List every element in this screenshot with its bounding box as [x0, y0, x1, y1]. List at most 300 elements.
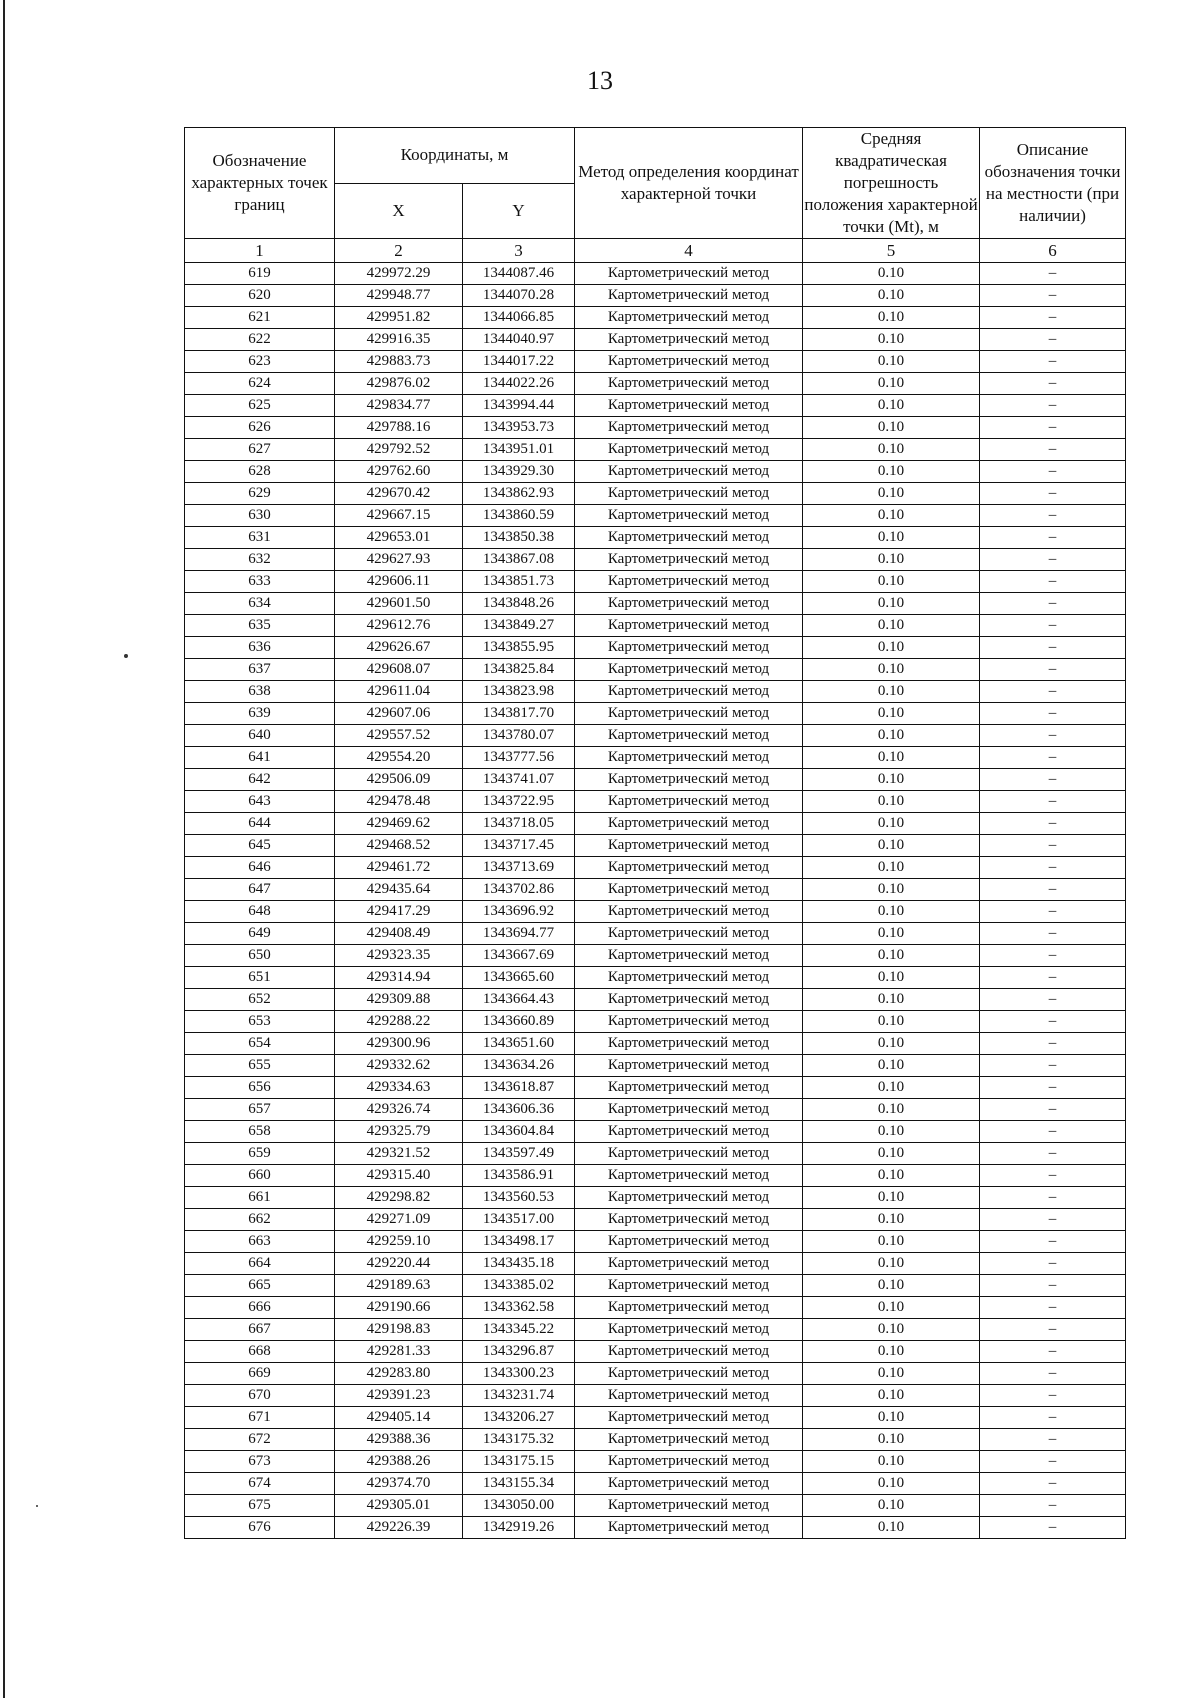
- description-cell: –: [980, 637, 1126, 659]
- point-id-cell: 647: [185, 879, 335, 901]
- description-cell: –: [980, 1473, 1126, 1495]
- point-id-cell: 653: [185, 1011, 335, 1033]
- y-coordinate-cell: 1343560.53: [463, 1187, 575, 1209]
- method-cell: Картометрический метод: [575, 1055, 803, 1077]
- description-cell: –: [980, 681, 1126, 703]
- error-cell: 0.10: [803, 1473, 980, 1495]
- table-body: [185, 263, 1126, 1539]
- error-cell: 0.10: [803, 417, 980, 439]
- method-cell: Картометрический метод: [575, 417, 803, 439]
- x-coordinate-cell: 429334.63: [335, 1077, 463, 1099]
- error-cell: 0.10: [803, 879, 980, 901]
- error-cell: 0.10: [803, 439, 980, 461]
- description-cell: –: [980, 1385, 1126, 1407]
- x-coordinate-cell: 429611.04: [335, 681, 463, 703]
- method-cell: Картометрический метод: [575, 1341, 803, 1363]
- y-coordinate-cell: 1343175.15: [463, 1451, 575, 1473]
- y-coordinate-cell: 1344066.85: [463, 307, 575, 329]
- y-coordinate-cell: 1344087.46: [463, 263, 575, 285]
- y-coordinate-cell: 1343718.05: [463, 813, 575, 835]
- error-cell: 0.10: [803, 1275, 980, 1297]
- method-cell: Картометрический метод: [575, 637, 803, 659]
- method-cell: Картометрический метод: [575, 1143, 803, 1165]
- point-id-cell: 636: [185, 637, 335, 659]
- table-row: [185, 1319, 1126, 1341]
- x-coordinate-cell: 429788.16: [335, 417, 463, 439]
- description-cell: –: [980, 1341, 1126, 1363]
- description-cell: –: [980, 417, 1126, 439]
- y-coordinate-cell: 1343741.07: [463, 769, 575, 791]
- table-row: [185, 329, 1126, 351]
- error-cell: 0.10: [803, 967, 980, 989]
- error-cell: 0.10: [803, 1187, 980, 1209]
- point-id-cell: 661: [185, 1187, 335, 1209]
- method-cell: Картометрический метод: [575, 1033, 803, 1055]
- error-cell: 0.10: [803, 571, 980, 593]
- table-row: [185, 461, 1126, 483]
- description-cell: –: [980, 1033, 1126, 1055]
- table-row: [185, 1451, 1126, 1473]
- table-row: [185, 703, 1126, 725]
- method-cell: Картометрический метод: [575, 1385, 803, 1407]
- point-id-cell: 631: [185, 527, 335, 549]
- error-cell: 0.10: [803, 1495, 980, 1517]
- x-coordinate-cell: 429326.74: [335, 1099, 463, 1121]
- point-id-cell: 672: [185, 1429, 335, 1451]
- error-cell: 0.10: [803, 637, 980, 659]
- x-coordinate-cell: 429435.64: [335, 879, 463, 901]
- description-cell: –: [980, 769, 1126, 791]
- x-coordinate-cell: 429612.76: [335, 615, 463, 637]
- table-row: [185, 1077, 1126, 1099]
- y-coordinate-cell: 1343517.00: [463, 1209, 575, 1231]
- table-row: [185, 1253, 1126, 1275]
- table-row: [185, 417, 1126, 439]
- y-coordinate-cell: 1343929.30: [463, 461, 575, 483]
- method-cell: Картометрический метод: [575, 747, 803, 769]
- x-coordinate-cell: 429198.83: [335, 1319, 463, 1341]
- error-cell: 0.10: [803, 395, 980, 417]
- y-coordinate-cell: 1343050.00: [463, 1495, 575, 1517]
- table-row: [185, 483, 1126, 505]
- y-coordinate-cell: 1343296.87: [463, 1341, 575, 1363]
- scan-left-border: [3, 0, 5, 1698]
- y-coordinate-cell: 1343953.73: [463, 417, 575, 439]
- point-id-cell: 626: [185, 417, 335, 439]
- point-id-cell: 640: [185, 725, 335, 747]
- table-row: [185, 1297, 1126, 1319]
- method-cell: Картометрический метод: [575, 769, 803, 791]
- error-cell: 0.10: [803, 1385, 980, 1407]
- x-coordinate-cell: 429321.52: [335, 1143, 463, 1165]
- method-cell: Картометрический метод: [575, 1011, 803, 1033]
- error-cell: 0.10: [803, 1231, 980, 1253]
- error-cell: 0.10: [803, 659, 980, 681]
- table-row: [185, 835, 1126, 857]
- method-cell: Картометрический метод: [575, 1363, 803, 1385]
- y-coordinate-cell: 1343231.74: [463, 1385, 575, 1407]
- description-cell: –: [980, 1297, 1126, 1319]
- y-coordinate-cell: 1343665.60: [463, 967, 575, 989]
- y-coordinate-cell: 1343722.95: [463, 791, 575, 813]
- x-coordinate-cell: 429951.82: [335, 307, 463, 329]
- y-coordinate-cell: 1343597.49: [463, 1143, 575, 1165]
- point-id-cell: 620: [185, 285, 335, 307]
- description-cell: –: [980, 483, 1126, 505]
- description-cell: –: [980, 813, 1126, 835]
- description-cell: –: [980, 549, 1126, 571]
- x-coordinate-cell: 429608.07: [335, 659, 463, 681]
- point-id-cell: 633: [185, 571, 335, 593]
- error-cell: 0.10: [803, 945, 980, 967]
- y-coordinate-cell: 1343777.56: [463, 747, 575, 769]
- x-coordinate-cell: 429388.36: [335, 1429, 463, 1451]
- y-coordinate-cell: 1343825.84: [463, 659, 575, 681]
- description-cell: –: [980, 1319, 1126, 1341]
- description-cell: –: [980, 263, 1126, 285]
- point-id-cell: 670: [185, 1385, 335, 1407]
- table-row: [185, 615, 1126, 637]
- x-coordinate-cell: 429309.88: [335, 989, 463, 1011]
- method-cell: Картометрический метод: [575, 923, 803, 945]
- error-cell: 0.10: [803, 1033, 980, 1055]
- table-row: [185, 1055, 1126, 1077]
- table-row: [185, 879, 1126, 901]
- header-y: Y: [463, 183, 575, 239]
- error-cell: 0.10: [803, 725, 980, 747]
- method-cell: Картометрический метод: [575, 373, 803, 395]
- error-cell: 0.10: [803, 1253, 980, 1275]
- column-number: 4: [575, 239, 803, 263]
- x-coordinate-cell: 429916.35: [335, 329, 463, 351]
- scan-speck: [36, 1505, 38, 1507]
- point-id-cell: 646: [185, 857, 335, 879]
- description-cell: –: [980, 967, 1126, 989]
- method-cell: Картометрический метод: [575, 461, 803, 483]
- y-coordinate-cell: 1343634.26: [463, 1055, 575, 1077]
- point-id-cell: 630: [185, 505, 335, 527]
- description-cell: –: [980, 1253, 1126, 1275]
- x-coordinate-cell: 429468.52: [335, 835, 463, 857]
- x-coordinate-cell: 429792.52: [335, 439, 463, 461]
- y-coordinate-cell: 1343855.95: [463, 637, 575, 659]
- y-coordinate-cell: 1343780.07: [463, 725, 575, 747]
- x-coordinate-cell: 429226.39: [335, 1517, 463, 1539]
- method-cell: Картометрический метод: [575, 615, 803, 637]
- y-coordinate-cell: 1343867.08: [463, 549, 575, 571]
- method-cell: Картометрический метод: [575, 1429, 803, 1451]
- table-row: [185, 813, 1126, 835]
- x-coordinate-cell: 429283.80: [335, 1363, 463, 1385]
- table-row: [185, 945, 1126, 967]
- description-cell: –: [980, 615, 1126, 637]
- coordinates-table: [184, 127, 1126, 1539]
- point-id-cell: 652: [185, 989, 335, 1011]
- method-cell: Картометрический метод: [575, 395, 803, 417]
- y-coordinate-cell: 1343713.69: [463, 857, 575, 879]
- method-cell: Картометрический метод: [575, 1077, 803, 1099]
- x-coordinate-cell: 429325.79: [335, 1121, 463, 1143]
- y-coordinate-cell: 1343849.27: [463, 615, 575, 637]
- table-row: [185, 307, 1126, 329]
- method-cell: Картометрический метод: [575, 263, 803, 285]
- error-cell: 0.10: [803, 483, 980, 505]
- method-cell: Картометрический метод: [575, 1275, 803, 1297]
- description-cell: –: [980, 901, 1126, 923]
- description-cell: –: [980, 945, 1126, 967]
- description-cell: –: [980, 1275, 1126, 1297]
- error-cell: 0.10: [803, 1121, 980, 1143]
- description-cell: –: [980, 879, 1126, 901]
- y-coordinate-cell: 1343664.43: [463, 989, 575, 1011]
- method-cell: Картометрический метод: [575, 483, 803, 505]
- error-cell: 0.10: [803, 1451, 980, 1473]
- header-description: Описание обозначения точки на местности (при наличии): [980, 128, 1126, 239]
- method-cell: Картометрический метод: [575, 791, 803, 813]
- method-cell: Картометрический метод: [575, 989, 803, 1011]
- y-coordinate-cell: 1343848.26: [463, 593, 575, 615]
- description-cell: –: [980, 1055, 1126, 1077]
- point-id-cell: 628: [185, 461, 335, 483]
- y-coordinate-cell: 1343850.38: [463, 527, 575, 549]
- x-coordinate-cell: 429300.96: [335, 1033, 463, 1055]
- error-cell: 0.10: [803, 1341, 980, 1363]
- description-cell: –: [980, 461, 1126, 483]
- point-id-cell: 634: [185, 593, 335, 615]
- x-coordinate-cell: 429314.94: [335, 967, 463, 989]
- error-cell: 0.10: [803, 857, 980, 879]
- point-id-cell: 629: [185, 483, 335, 505]
- table-row: [185, 1495, 1126, 1517]
- column-number: 3: [463, 239, 575, 263]
- x-coordinate-cell: 429557.52: [335, 725, 463, 747]
- x-coordinate-cell: 429388.26: [335, 1451, 463, 1473]
- error-cell: 0.10: [803, 1363, 980, 1385]
- description-cell: –: [980, 1495, 1126, 1517]
- x-coordinate-cell: 429469.62: [335, 813, 463, 835]
- x-coordinate-cell: 429323.35: [335, 945, 463, 967]
- error-cell: 0.10: [803, 769, 980, 791]
- table-row: [185, 1275, 1126, 1297]
- x-coordinate-cell: 429834.77: [335, 395, 463, 417]
- table-row: [185, 1209, 1126, 1231]
- table-row: [185, 593, 1126, 615]
- description-cell: –: [980, 1407, 1126, 1429]
- description-cell: –: [980, 659, 1126, 681]
- table-row: [185, 747, 1126, 769]
- description-cell: –: [980, 1363, 1126, 1385]
- y-coordinate-cell: 1343206.27: [463, 1407, 575, 1429]
- x-coordinate-cell: 429288.22: [335, 1011, 463, 1033]
- header-x: X: [335, 183, 463, 239]
- y-coordinate-cell: 1344022.26: [463, 373, 575, 395]
- point-id-cell: 665: [185, 1275, 335, 1297]
- description-cell: –: [980, 351, 1126, 373]
- x-coordinate-cell: 429315.40: [335, 1165, 463, 1187]
- table-row: [185, 1033, 1126, 1055]
- method-cell: Картометрический метод: [575, 307, 803, 329]
- x-coordinate-cell: 429281.33: [335, 1341, 463, 1363]
- x-coordinate-cell: 429332.62: [335, 1055, 463, 1077]
- method-cell: Картометрический метод: [575, 1495, 803, 1517]
- description-cell: –: [980, 857, 1126, 879]
- x-coordinate-cell: 429189.63: [335, 1275, 463, 1297]
- point-id-cell: 676: [185, 1517, 335, 1539]
- y-coordinate-cell: 1343817.70: [463, 703, 575, 725]
- y-coordinate-cell: 1343862.93: [463, 483, 575, 505]
- y-coordinate-cell: 1343717.45: [463, 835, 575, 857]
- error-cell: 0.10: [803, 1407, 980, 1429]
- table-row: [185, 1473, 1126, 1495]
- point-id-cell: 651: [185, 967, 335, 989]
- description-cell: –: [980, 791, 1126, 813]
- table-row: [185, 1363, 1126, 1385]
- description-cell: –: [980, 527, 1126, 549]
- y-coordinate-cell: 1343702.86: [463, 879, 575, 901]
- point-id-cell: 654: [185, 1033, 335, 1055]
- method-cell: Картометрический метод: [575, 945, 803, 967]
- point-id-cell: 667: [185, 1319, 335, 1341]
- error-cell: 0.10: [803, 1143, 980, 1165]
- table-row: [185, 351, 1126, 373]
- description-cell: –: [980, 373, 1126, 395]
- table-row: [185, 769, 1126, 791]
- point-id-cell: 641: [185, 747, 335, 769]
- column-number: 1: [185, 239, 335, 263]
- point-id-cell: 669: [185, 1363, 335, 1385]
- table-row: [185, 1143, 1126, 1165]
- description-cell: –: [980, 1231, 1126, 1253]
- error-cell: 0.10: [803, 549, 980, 571]
- description-cell: –: [980, 703, 1126, 725]
- y-coordinate-cell: 1343694.77: [463, 923, 575, 945]
- point-id-cell: 622: [185, 329, 335, 351]
- error-cell: 0.10: [803, 1297, 980, 1319]
- column-number: 5: [803, 239, 980, 263]
- table-row: [185, 263, 1126, 285]
- table-row: [185, 857, 1126, 879]
- method-cell: Картометрический метод: [575, 527, 803, 549]
- table-row: [185, 791, 1126, 813]
- point-id-cell: 673: [185, 1451, 335, 1473]
- table-row: [185, 637, 1126, 659]
- page-number: 13: [587, 66, 613, 95]
- table-row: [185, 1165, 1126, 1187]
- method-cell: Картометрический метод: [575, 725, 803, 747]
- point-id-cell: 621: [185, 307, 335, 329]
- method-cell: Картометрический метод: [575, 813, 803, 835]
- method-cell: Картометрический метод: [575, 1121, 803, 1143]
- point-id-cell: 649: [185, 923, 335, 945]
- description-cell: –: [980, 285, 1126, 307]
- header-method: Метод определения координат характерной точки: [575, 128, 803, 239]
- method-cell: Картометрический метод: [575, 1451, 803, 1473]
- x-coordinate-cell: 429607.06: [335, 703, 463, 725]
- method-cell: Картометрический метод: [575, 1099, 803, 1121]
- method-cell: Картометрический метод: [575, 835, 803, 857]
- table-row: [185, 395, 1126, 417]
- error-cell: 0.10: [803, 285, 980, 307]
- method-cell: Картометрический метод: [575, 1165, 803, 1187]
- method-cell: Картометрический метод: [575, 549, 803, 571]
- method-cell: Картометрический метод: [575, 571, 803, 593]
- error-cell: 0.10: [803, 263, 980, 285]
- point-id-cell: 660: [185, 1165, 335, 1187]
- table-row: [185, 725, 1126, 747]
- y-coordinate-cell: 1343345.22: [463, 1319, 575, 1341]
- method-cell: Картометрический метод: [575, 879, 803, 901]
- description-cell: –: [980, 593, 1126, 615]
- description-cell: –: [980, 725, 1126, 747]
- y-coordinate-cell: 1343385.02: [463, 1275, 575, 1297]
- point-id-cell: 643: [185, 791, 335, 813]
- point-id-cell: 659: [185, 1143, 335, 1165]
- header-error: Средняя квадратическая погрешность положения характерной точки (Mt), м: [803, 128, 980, 239]
- error-cell: 0.10: [803, 813, 980, 835]
- x-coordinate-cell: 429271.09: [335, 1209, 463, 1231]
- point-id-cell: 627: [185, 439, 335, 461]
- y-coordinate-cell: 1343860.59: [463, 505, 575, 527]
- method-cell: Картометрический метод: [575, 1253, 803, 1275]
- x-coordinate-cell: 429391.23: [335, 1385, 463, 1407]
- point-id-cell: 648: [185, 901, 335, 923]
- y-coordinate-cell: 1343435.18: [463, 1253, 575, 1275]
- point-id-cell: 637: [185, 659, 335, 681]
- y-coordinate-cell: 1343155.34: [463, 1473, 575, 1495]
- point-id-cell: 625: [185, 395, 335, 417]
- x-coordinate-cell: 429461.72: [335, 857, 463, 879]
- x-coordinate-cell: 429405.14: [335, 1407, 463, 1429]
- method-cell: Картометрический метод: [575, 1297, 803, 1319]
- method-cell: Картометрический метод: [575, 1319, 803, 1341]
- point-id-cell: 663: [185, 1231, 335, 1253]
- error-cell: 0.10: [803, 505, 980, 527]
- x-coordinate-cell: 429883.73: [335, 351, 463, 373]
- point-id-cell: 675: [185, 1495, 335, 1517]
- error-cell: 0.10: [803, 703, 980, 725]
- point-id-cell: 668: [185, 1341, 335, 1363]
- y-coordinate-cell: 1344017.22: [463, 351, 575, 373]
- table-row: [185, 285, 1126, 307]
- method-cell: Картометрический метод: [575, 1231, 803, 1253]
- point-id-cell: 657: [185, 1099, 335, 1121]
- description-cell: –: [980, 1165, 1126, 1187]
- table-row: [185, 1341, 1126, 1363]
- point-id-cell: 632: [185, 549, 335, 571]
- x-coordinate-cell: 429374.70: [335, 1473, 463, 1495]
- table-row: [185, 549, 1126, 571]
- method-cell: Картометрический метод: [575, 659, 803, 681]
- x-coordinate-cell: 429506.09: [335, 769, 463, 791]
- x-coordinate-cell: 429478.48: [335, 791, 463, 813]
- method-cell: Картометрический метод: [575, 329, 803, 351]
- table-row: [185, 681, 1126, 703]
- error-cell: 0.10: [803, 527, 980, 549]
- point-id-cell: 674: [185, 1473, 335, 1495]
- y-coordinate-cell: 1343994.44: [463, 395, 575, 417]
- table-row: [185, 571, 1126, 593]
- point-id-cell: 650: [185, 945, 335, 967]
- description-cell: –: [980, 505, 1126, 527]
- table-row: [185, 1099, 1126, 1121]
- y-coordinate-cell: 1343618.87: [463, 1077, 575, 1099]
- x-coordinate-cell: 429606.11: [335, 571, 463, 593]
- table-row: [185, 373, 1126, 395]
- x-coordinate-cell: 429876.02: [335, 373, 463, 395]
- error-cell: 0.10: [803, 1429, 980, 1451]
- x-coordinate-cell: 429305.01: [335, 1495, 463, 1517]
- error-cell: 0.10: [803, 1099, 980, 1121]
